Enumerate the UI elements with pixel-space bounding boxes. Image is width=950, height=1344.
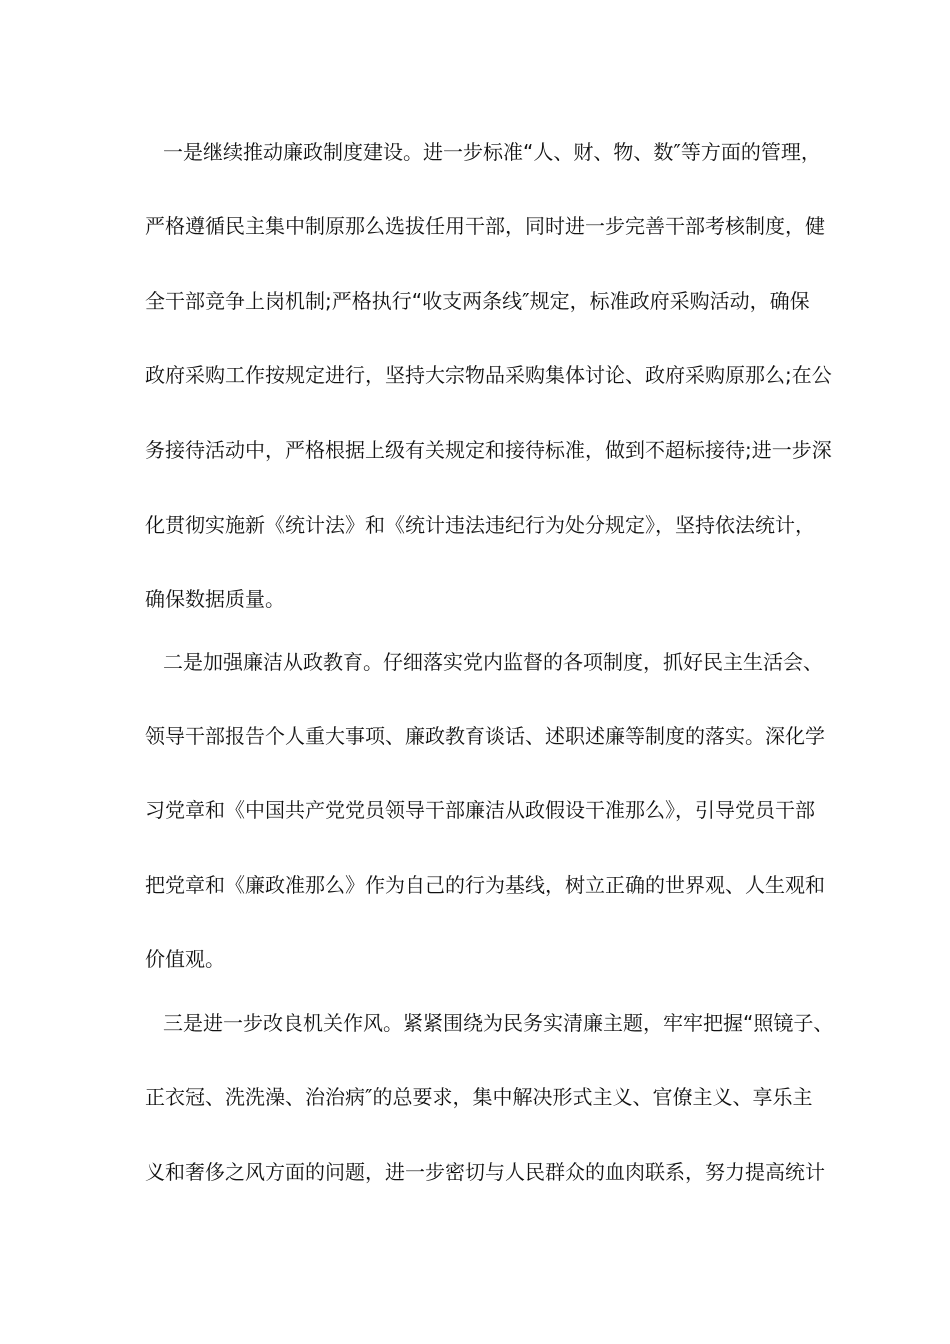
paragraph-line: 二是加强廉洁从政教育。仔细落实党内监督的各项制度，抓好民主生活会、 (163, 650, 823, 674)
paragraph-line: 确保数据质量。 (145, 587, 285, 611)
paragraph-line: 全干部竞争上岗机制;严格执行“收支两条线″规定，标准政府采购活动，确保 (145, 289, 810, 313)
paragraph-line: 领导干部报告个人重大事项、廉政教育谈话、述职述廉等制度的落实。深化学 (145, 724, 825, 748)
paragraph-line: 政府采购工作按规定进行，坚持大宗物品采购集体讨论、政府采购原那么;在公 (145, 363, 832, 387)
paragraph-line: 价值观。 (145, 947, 225, 971)
paragraph-line: 严格遵循民主集中制原那么选拔任用干部，同时进一步完善干部考核制度，健 (145, 214, 825, 238)
paragraph-line: 一是继续推动廉政制度建设。进一步标准“人、财、物、数″等方面的管理， (163, 140, 821, 164)
paragraph-line: 化贯彻实施新《统计法》和《统计违法违纪行为处分规定》，坚持依法统计， (145, 513, 815, 537)
paragraph-line: 习党章和《中国共产党党员领导干部廉洁从政假设干准那么》，引导党员干部 (145, 798, 815, 822)
paragraph-line: 把党章和《廉政准那么》作为自己的行为基线，树立正确的世界观、人生观和 (145, 873, 825, 897)
paragraph-line: 正衣冠、洗洗澡、治治病″的总要求，集中解决形式主义、官僚主义、享乐主 (145, 1085, 813, 1109)
paragraph-line: 三是进一步改良机关作风。紧紧围绕为民务实清廉主题，牢牢把握“照镜子、 (163, 1011, 834, 1035)
paragraph-line: 义和奢侈之风方面的问题，进一步密切与人民群众的血肉联系，努力提高统计 (145, 1160, 825, 1184)
paragraph-line: 务接待活动中，严格根据上级有关规定和接待标准，做到不超标接待;进一步深 (145, 438, 832, 462)
